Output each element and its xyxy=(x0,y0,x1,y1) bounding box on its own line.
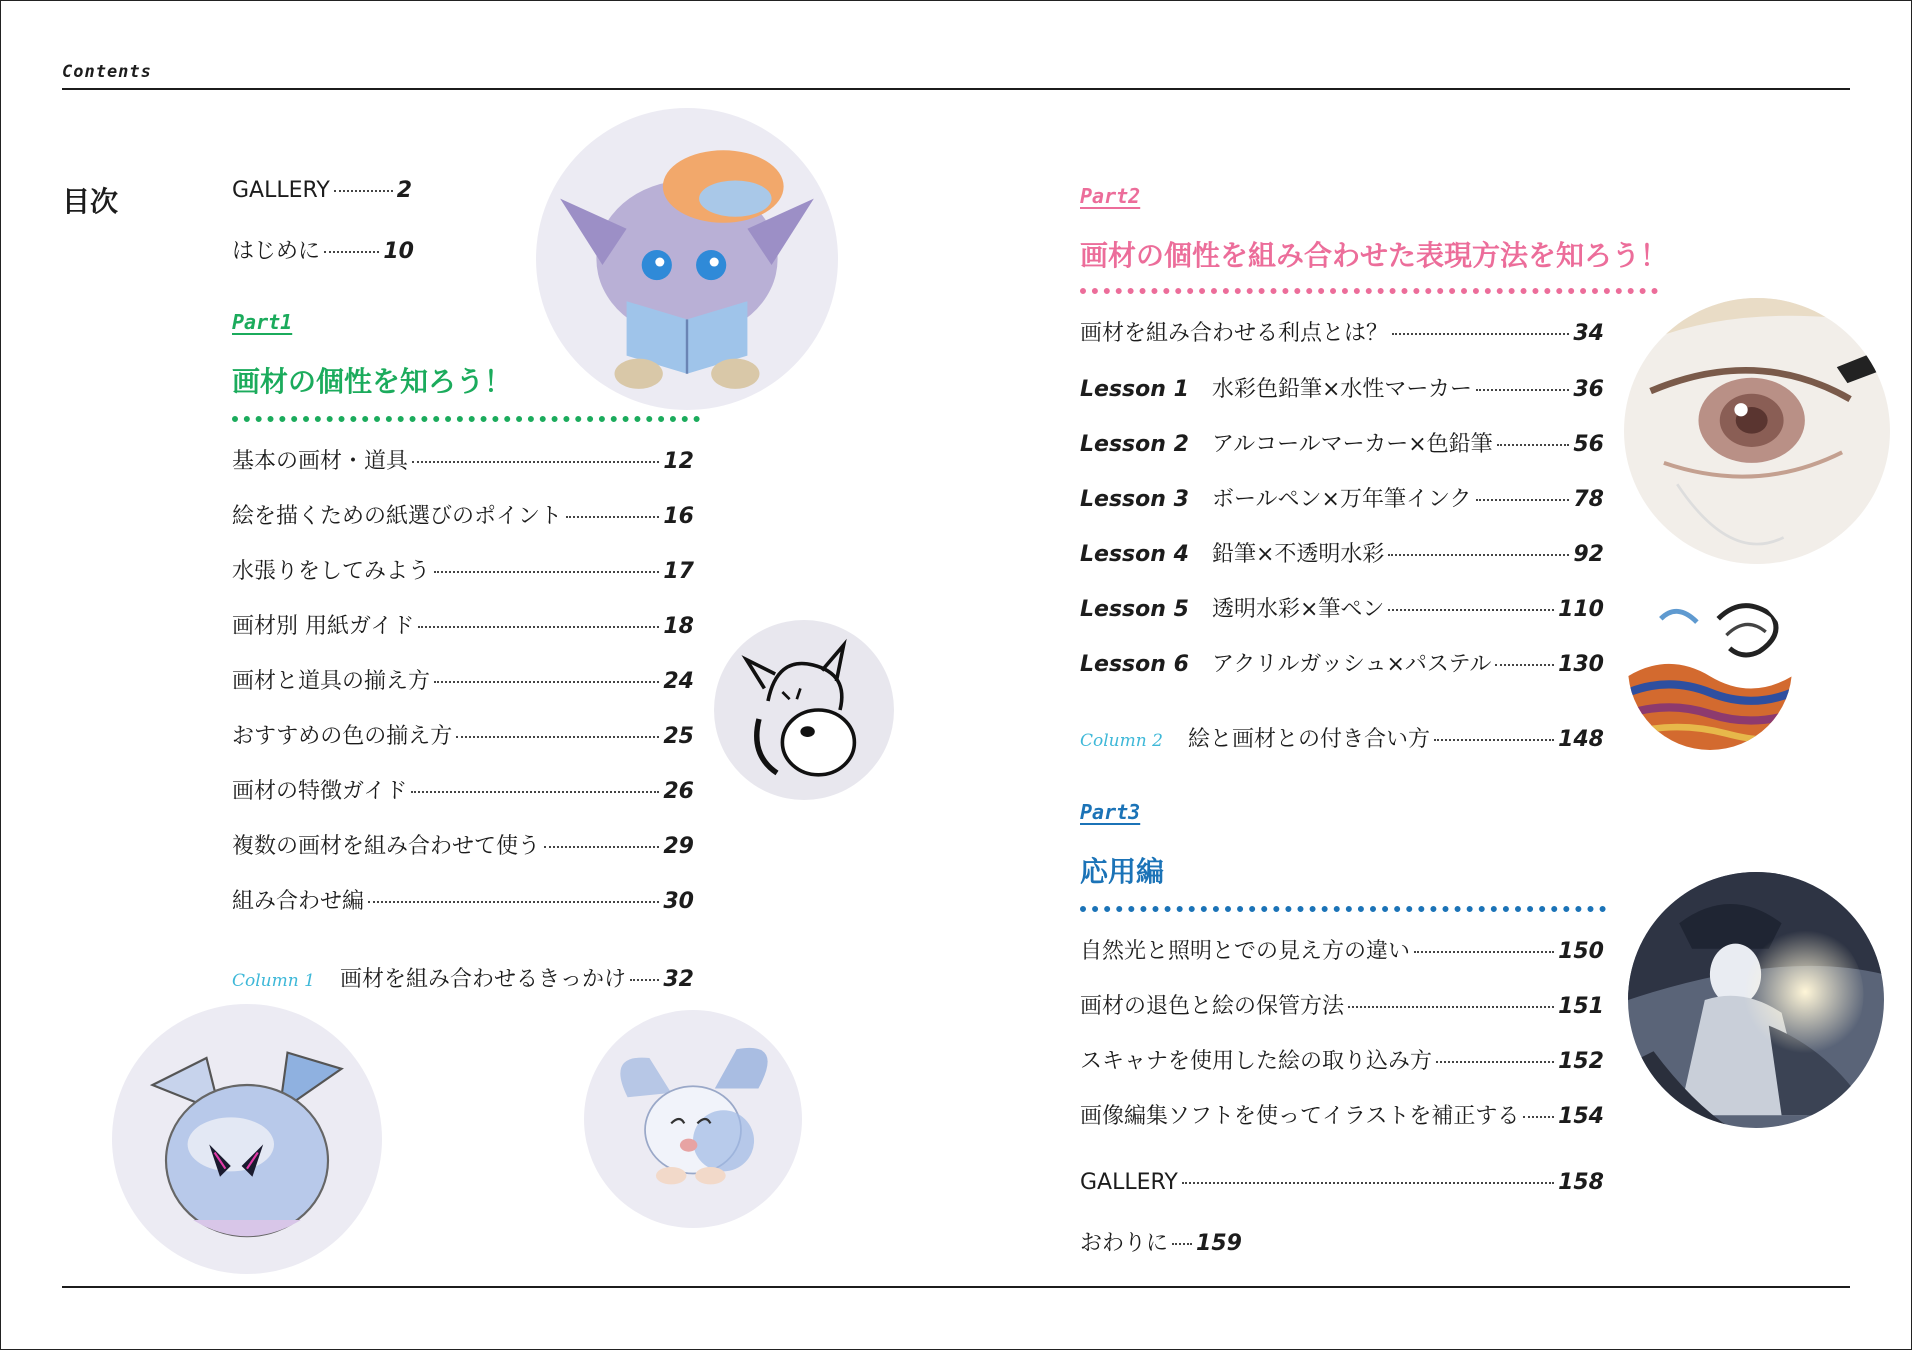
entry-title: 水彩色鉛筆×水性マーカー xyxy=(1212,377,1472,402)
toc-entry[interactable] xyxy=(1080,934,1604,966)
leader-dots xyxy=(1388,554,1569,556)
entry-title: ボールペン×万年筆インク xyxy=(1212,487,1472,512)
blue-fluffy-creature-illustration xyxy=(112,1004,382,1274)
lesson-entry[interactable] xyxy=(1080,537,1604,569)
lesson-label: Lesson 1 xyxy=(1080,377,1189,402)
lesson-entry[interactable] xyxy=(1080,647,1604,679)
leader-dots xyxy=(1414,951,1554,953)
entry-page: 154 xyxy=(1558,1104,1604,1129)
entry-page: 2 xyxy=(396,178,412,203)
entry-page: 159 xyxy=(1196,1231,1242,1256)
toc-entry[interactable] xyxy=(232,774,694,806)
toc-entry[interactable] xyxy=(232,554,694,586)
entry-title: 組み合わせ編 xyxy=(232,889,365,914)
part3-title: 応用編 xyxy=(1080,855,1165,888)
column-label: Column 2 xyxy=(1080,731,1163,751)
leader-dots xyxy=(1348,1006,1554,1008)
entry-title: 画像編集ソフトを使ってイラストを補正する xyxy=(1080,1104,1520,1129)
leader-dots xyxy=(434,571,659,573)
entry-title: GALLERY xyxy=(1080,1170,1178,1195)
lesson-entry[interactable] xyxy=(1080,427,1604,459)
leader-dots xyxy=(1388,609,1554,611)
entry-title: 透明水彩×筆ペン xyxy=(1212,597,1385,622)
entry-page: 29 xyxy=(663,834,694,859)
entry-page: 30 xyxy=(663,889,694,914)
leader-dots xyxy=(1436,1061,1554,1063)
waves-painting-illustration xyxy=(1628,586,1792,750)
back-gallery-entry[interactable] xyxy=(1080,1170,1604,1202)
entry-page: 152 xyxy=(1558,1049,1604,1074)
leader-dots xyxy=(544,846,659,848)
running-head: Contents xyxy=(62,62,152,82)
entry-title: 水張りをしてみよう xyxy=(232,559,431,584)
part2-dot-rule xyxy=(1080,288,1658,294)
entry-page: 92 xyxy=(1573,542,1604,567)
lesson-label: Lesson 6 xyxy=(1080,652,1189,677)
leader-dots xyxy=(1476,499,1570,501)
part1-dot-rule xyxy=(232,416,700,422)
toc-entry[interactable] xyxy=(232,499,694,531)
part2-intro-entry[interactable] xyxy=(1080,316,1604,348)
beret-creature-svg xyxy=(536,108,838,410)
entry-title: 基本の画材・道具 xyxy=(232,449,409,474)
entry-page: 25 xyxy=(663,724,694,749)
part3-label: Part3 xyxy=(1080,800,1141,824)
entry-title: GALLERY xyxy=(232,178,330,203)
part3-entries xyxy=(1080,934,1604,1131)
entry-page: 10 xyxy=(383,239,414,264)
lesson-entry[interactable] xyxy=(1080,592,1604,624)
entry-page: 17 xyxy=(663,559,694,584)
leader-dots xyxy=(324,251,379,253)
entry-page: 32 xyxy=(663,967,694,992)
entry-page: 56 xyxy=(1573,432,1604,457)
toc-entry[interactable] xyxy=(232,609,694,641)
entry-title: 画材別 用紙ガイド xyxy=(232,614,415,639)
toc-entry[interactable] xyxy=(1080,1099,1604,1131)
entry-title: はじめに xyxy=(232,239,321,264)
eye-painting-illustration xyxy=(1624,298,1890,564)
toc-entry[interactable] xyxy=(232,444,694,476)
leader-dots xyxy=(1172,1243,1192,1245)
entry-title: 複数の画材を組み合わせて使う xyxy=(232,834,541,859)
entry-title: おすすめの色の揃え方 xyxy=(232,724,453,749)
bottom-rule xyxy=(62,1286,1850,1288)
entry-page: 12 xyxy=(663,449,694,474)
entry-page: 78 xyxy=(1573,487,1604,512)
leader-dots xyxy=(1392,333,1569,335)
part2-label: Part2 xyxy=(1080,184,1141,208)
entry-page: 130 xyxy=(1558,652,1604,677)
lesson-label: Lesson 2 xyxy=(1080,432,1189,457)
leader-dots xyxy=(1434,739,1554,741)
toc-entry[interactable] xyxy=(232,829,694,861)
toc-entry[interactable] xyxy=(232,719,694,751)
part1-entries xyxy=(232,444,694,916)
front-intro-entry[interactable] xyxy=(232,234,414,266)
leader-dots xyxy=(1182,1182,1554,1184)
toc-entry[interactable] xyxy=(232,664,694,696)
leader-dots xyxy=(630,979,659,981)
column2-entry[interactable] xyxy=(1080,722,1604,754)
entry-title: 自然光と照明とでの見え方の違い xyxy=(1080,939,1411,964)
leader-dots xyxy=(1476,389,1569,391)
hooded-figure-svg xyxy=(1628,872,1884,1128)
leader-dots xyxy=(334,190,393,192)
lesson-entry[interactable] xyxy=(1080,372,1604,404)
toc-entry[interactable] xyxy=(232,884,694,916)
part2-lessons xyxy=(1080,372,1604,679)
entry-title: 画材の退色と絵の保管方法 xyxy=(1080,994,1345,1019)
entry-page: 36 xyxy=(1573,377,1604,402)
entry-page: 151 xyxy=(1558,994,1604,1019)
entry-title: 画材の特徴ガイド xyxy=(232,779,408,804)
leader-dots xyxy=(434,681,659,683)
leader-dots xyxy=(412,461,659,463)
part2-title: 画材の個性を組み合わせた表現方法を知ろう！ xyxy=(1080,239,1669,272)
column1-entry[interactable] xyxy=(232,962,694,994)
entry-page: 16 xyxy=(663,504,694,529)
entry-title: 画材と道具の揃え方 xyxy=(232,669,431,694)
entry-page: 24 xyxy=(663,669,694,694)
entry-page: 148 xyxy=(1558,727,1604,752)
toc-entry[interactable] xyxy=(1080,989,1604,1021)
front-gallery-entry[interactable] xyxy=(232,178,412,210)
lesson-label: Lesson 5 xyxy=(1080,597,1189,622)
bat-creature-svg xyxy=(584,1010,802,1228)
part1-label: Part1 xyxy=(232,310,293,334)
leader-dots xyxy=(411,791,659,793)
beret-creature-reading-illustration xyxy=(536,108,838,410)
small-bat-creature-illustration xyxy=(584,1010,802,1228)
waves-painting-svg xyxy=(1628,586,1792,750)
toc-entry[interactable] xyxy=(1080,1044,1604,1076)
ink-creature-svg xyxy=(714,620,894,800)
top-rule xyxy=(62,88,1850,90)
entry-title: 画材を組み合わせる利点とは？ xyxy=(1080,321,1389,346)
lesson-label: Lesson 3 xyxy=(1080,487,1189,512)
leader-dots xyxy=(1523,1116,1554,1118)
part1-title: 画材の個性を知ろう！ xyxy=(232,365,513,398)
column-label: Column 1 xyxy=(232,971,315,991)
entry-page: 26 xyxy=(663,779,694,804)
entry-title: 絵と画材との付き合い方 xyxy=(1188,727,1431,752)
entry-page: 34 xyxy=(1573,321,1604,346)
leader-dots xyxy=(418,626,659,628)
leader-dots xyxy=(1495,664,1554,666)
entry-page: 110 xyxy=(1558,597,1604,622)
entry-title: 絵を描くための紙選びのポイント xyxy=(232,504,563,529)
blue-creature-svg xyxy=(112,1004,382,1274)
entry-title: おわりに xyxy=(1080,1231,1169,1256)
entry-page: 150 xyxy=(1558,939,1604,964)
entry-title: 鉛筆×不透明水彩 xyxy=(1212,542,1385,567)
hooded-figure-light-illustration xyxy=(1628,872,1884,1128)
back-afterword-entry[interactable] xyxy=(1080,1226,1240,1258)
leader-dots xyxy=(566,516,659,518)
leader-dots xyxy=(456,736,659,738)
leader-dots xyxy=(1497,444,1570,446)
entry-page: 158 xyxy=(1558,1170,1604,1195)
ink-creature-egg-illustration xyxy=(714,620,894,800)
entry-title: アクリルガッシュ×パステル xyxy=(1212,652,1492,677)
entry-title: アルコールマーカー×色鉛筆 xyxy=(1212,432,1493,457)
entry-title: スキャナを使用した絵の取り込み方 xyxy=(1080,1049,1433,1074)
lesson-label: Lesson 4 xyxy=(1080,542,1189,567)
leader-dots xyxy=(368,901,659,903)
entry-title: 画材を組み合わせるきっかけ xyxy=(340,967,627,992)
lesson-entry[interactable] xyxy=(1080,482,1604,514)
eye-painting-svg xyxy=(1624,298,1890,564)
toc-title: 目次 xyxy=(62,185,119,218)
entry-page: 18 xyxy=(663,614,694,639)
part3-dot-rule xyxy=(1080,906,1606,912)
